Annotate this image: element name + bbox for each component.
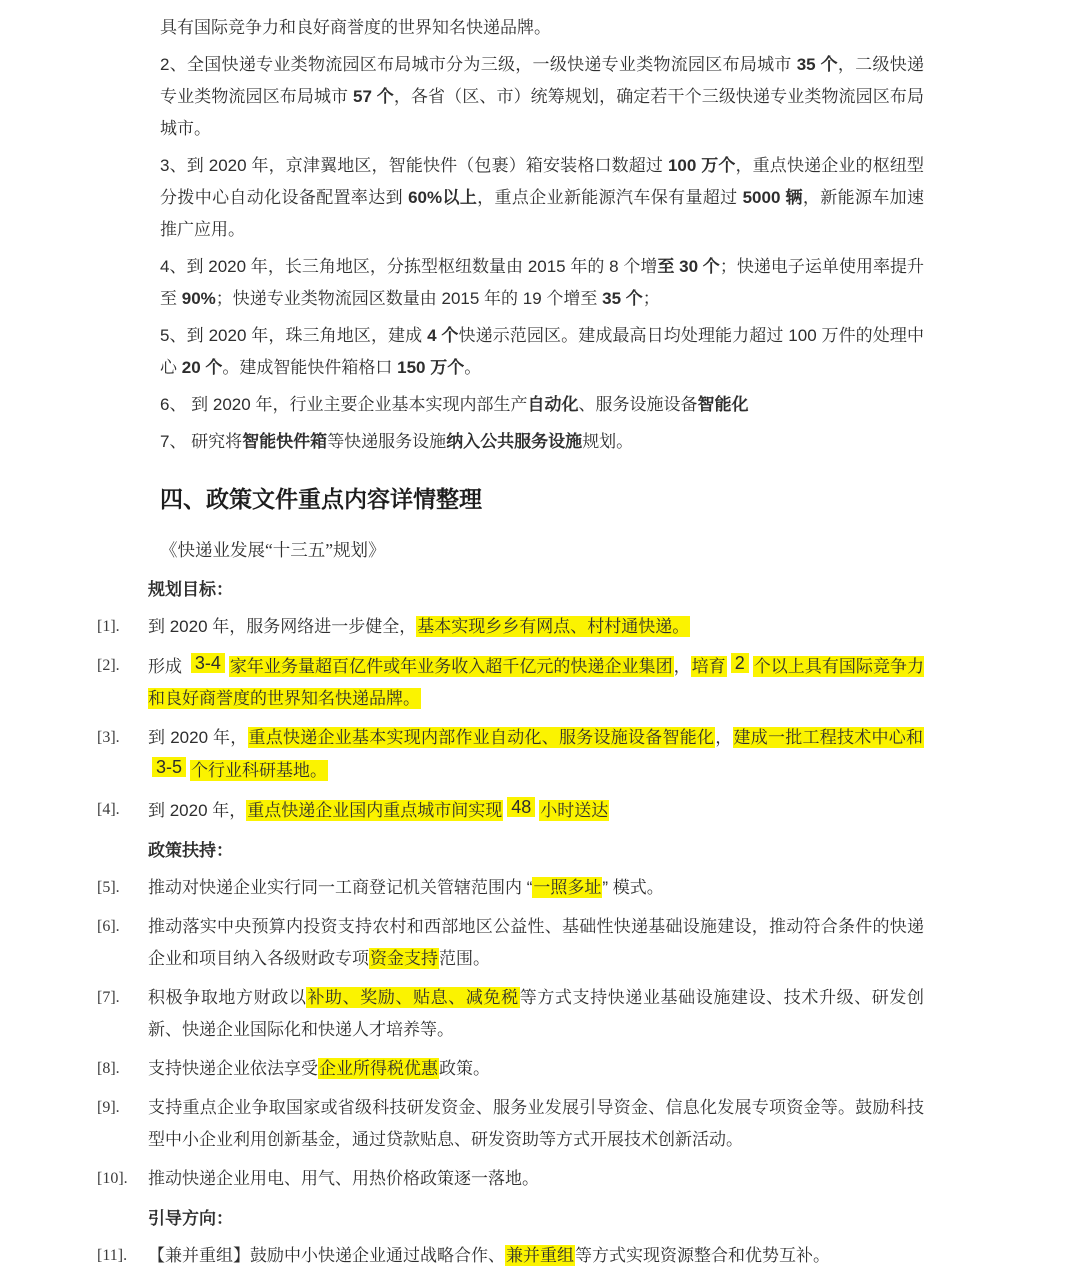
text-run: 6、 到 2020 年，行业主要企业基本实现内部生产 <box>160 395 528 414</box>
numbered-item-7 <box>160 426 924 458</box>
bold-text: 纳入公共服务设施 <box>446 432 583 451</box>
highlighted-text: 企业所得税优惠 <box>319 1059 438 1078</box>
numbered-item-2 <box>160 49 924 145</box>
list-item-marker: [3]. <box>97 729 120 746</box>
text-run: ， <box>673 657 691 676</box>
top-numbered-section <box>97 12 924 458</box>
numbered-item-5 <box>160 320 924 384</box>
list-item-text <box>148 1163 924 1195</box>
text-run: 4、到 2020 年，长三角地区，分拣型枢纽数量由 2015 年的 8 个增 <box>160 257 658 276</box>
highlighted-text: 2 <box>731 653 749 673</box>
bold-text: 60%以上 <box>408 188 478 207</box>
text-run: 到 2020 年， <box>148 801 247 820</box>
text-run: 【兼并重组】鼓励中小快递企业通过战略合作、 <box>148 1246 505 1265</box>
bold-text: 35 个 <box>796 55 838 74</box>
text-run: 范围。 <box>439 949 490 968</box>
list-item-marker: [7]. <box>97 989 120 1006</box>
highlighted-text: 家年业务量超百亿件或年业务收入超千亿元的快递企业集团 <box>229 657 673 676</box>
bold-text: 100 万个 <box>667 156 736 175</box>
highlighted-text: 建成一批工程技术中心和 <box>733 728 924 747</box>
numbered-item-4 <box>160 251 924 315</box>
highlighted-text: 个行业科研基地。 <box>191 761 328 780</box>
text-run: 。 <box>464 358 482 377</box>
list-item <box>97 1092 924 1156</box>
text-run: 2、全国快递专业类物流园区布局城市分为三级，一级快递专业类物流园区布局城市 <box>160 55 797 74</box>
numbered-item-3 <box>160 150 924 246</box>
text-run: 5、到 2020 年，珠三角地区，建成 <box>160 326 428 345</box>
highlighted-text: 小时送达 <box>540 801 609 820</box>
text-run: 、服务设施设备 <box>578 395 698 414</box>
text-run: 快递示范园区。建成最高日均处理能力超过 100 万件的处理中心 <box>160 326 924 377</box>
list-item-text <box>148 794 924 827</box>
text-run: ，重点企业新能源汽车保有量超过 <box>477 188 743 207</box>
highlighted-text: 一照多址 <box>533 878 602 897</box>
text-run: 等方式实现资源整合和优势互补。 <box>575 1246 830 1265</box>
bold-text: 智能快件箱 <box>242 432 328 451</box>
text-run: 支持重点企业争取国家或省级科技研发资金、服务业发展引导资金、信息化发展专项资金等。鼓励科技型中小企业利用创新基金，通过贷款贴息、研发资助等方式开展技术创新活动。 <box>148 1098 924 1149</box>
group-label: 政策扶持： <box>148 841 233 860</box>
text-run: 具有国际竞争力和良好商誉度的世界知名快递品牌。 <box>160 18 551 37</box>
list-item <box>97 611 924 643</box>
list-item-marker: [1]. <box>97 618 120 635</box>
highlighted-text: 48 <box>507 797 535 817</box>
highlighted-text: 个以上具有国际竞争力和良好商誉度的世界知名快递品牌。 <box>148 657 925 708</box>
list-item <box>97 982 924 1046</box>
list-item-marker: [2]. <box>97 657 120 674</box>
list-item <box>97 650 924 715</box>
text-run: 规划。 <box>582 432 634 451</box>
bold-text: 57 个 <box>352 87 394 106</box>
text-run: ， <box>715 728 733 747</box>
bold-text: 智能化 <box>697 395 749 414</box>
highlighted-text: 3-4 <box>191 653 225 673</box>
text-run: 到 2020 年， <box>148 728 248 747</box>
bold-text: 20 个 <box>181 358 223 377</box>
list-item-marker: [4]. <box>97 801 120 818</box>
text-run: ；快递电子运单使用率提升至 <box>160 257 925 308</box>
text-run: 推动对快递企业实行同一工商登记机关管辖范围内 “ <box>148 878 533 897</box>
list-item-marker: [5]. <box>97 879 120 896</box>
highlighted-text: 兼并重组 <box>506 1246 574 1265</box>
list-item-text <box>148 872 924 904</box>
text-run: 7、 研究将 <box>160 432 243 451</box>
group-label: 引导方向： <box>148 1209 233 1228</box>
list-item-text <box>148 611 924 643</box>
highlighted-text: 重点快递企业基本实现内部作业自动化、服务设施设备智能化 <box>248 728 715 747</box>
bold-text: 150 万个 <box>397 358 465 377</box>
text-run: 到 2020 年，服务网络进一步健全， <box>148 617 417 636</box>
list-item-marker: [10]. <box>97 1170 128 1187</box>
text-run: 等方式支持快递业基础设施建设、技术升级、研发创新、快递企业国际化和快递人才培养等。 <box>148 988 925 1039</box>
highlighted-text: 3-5 <box>152 757 186 777</box>
text-run: ； <box>642 289 660 308</box>
list-item-text <box>148 650 924 715</box>
text-run: ，新能源车加速推广应用。 <box>160 188 924 239</box>
highlighted-text: 资金支持 <box>370 949 438 968</box>
list-item <box>97 1053 924 1085</box>
list-item-text <box>148 911 924 975</box>
bold-text: 90% <box>181 289 216 308</box>
text-run: 政策。 <box>439 1059 490 1078</box>
text-run: 推动快递企业用电、用气、用热价格政策逐一落地。 <box>148 1169 539 1188</box>
text-run: ” 模式。 <box>602 878 664 897</box>
intro-continuation-line <box>160 12 924 44</box>
highlighted-text: 基本实现乡乡有网点、村村通快递。 <box>417 617 690 636</box>
highlighted-text: 培育 <box>691 657 726 676</box>
policy-detail-lists <box>97 574 924 1272</box>
bold-text: 4 个 <box>427 326 459 345</box>
list-item-text <box>148 1240 924 1272</box>
list-item-text <box>148 1053 924 1085</box>
highlighted-text: 补助、奖励、贴息、减免税 <box>307 988 519 1007</box>
list-item <box>97 722 924 787</box>
list-item-text <box>148 722 924 787</box>
numbered-item-6 <box>160 389 924 421</box>
list-item <box>97 1240 924 1272</box>
bold-text: 35 个 <box>602 289 643 308</box>
list-item <box>97 911 924 975</box>
list-item-text <box>148 982 924 1046</box>
list-item-marker: [8]. <box>97 1060 120 1077</box>
list-item <box>97 1163 924 1195</box>
text-run: 。建成智能快件箱格口 <box>222 358 398 377</box>
text-run: ，二级快递专业类物流园区布局城市 <box>160 55 924 106</box>
text-run: 积极争取地方财政以 <box>148 988 307 1007</box>
text-run: 3、到 2020 年，京津翼地区，智能快件（包裹）箱安装格口数超过 <box>160 156 668 175</box>
doc-title: 《快递业发展“十三五”规划》 <box>160 540 386 560</box>
text-run: 等快递服务设施 <box>327 432 447 451</box>
section-heading: 四、政策文件重点内容详情整理 <box>160 486 482 512</box>
list-item-marker: [6]. <box>97 918 120 935</box>
list-item <box>97 794 924 827</box>
highlighted-text: 重点快递企业国内重点城市间实现 <box>247 801 503 820</box>
list-item-text <box>148 1092 924 1156</box>
bold-text: 自动化 <box>527 395 579 414</box>
list-item <box>97 872 924 904</box>
text-run: 推动落实中央预算内投资支持农村和西部地区公益性、基础性快递基础设施建设，推动符合条件的快递企业和项目纳入各级财政专项 <box>148 917 924 968</box>
text-run: 形成 <box>148 657 187 676</box>
list-item-marker: [9]. <box>97 1099 120 1116</box>
group-label: 规划目标： <box>148 580 233 599</box>
text-run: ，重点快递企业的枢纽型分拨中心自动化设备配置率达到 <box>160 156 925 207</box>
bold-text: 至 30 个 <box>657 257 720 276</box>
text-run: 支持快递企业依法享受 <box>148 1059 318 1078</box>
text-run: ；快递专业类物流园区数量由 2015 年的 19 个增至 <box>215 289 603 308</box>
text-run: ，各省（区、市）统筹规划，确定若干个三级快递专业类物流园区布局城市。 <box>160 87 924 138</box>
bold-text: 5000 辆 <box>742 188 803 207</box>
list-item-marker: [11]. <box>97 1247 128 1264</box>
